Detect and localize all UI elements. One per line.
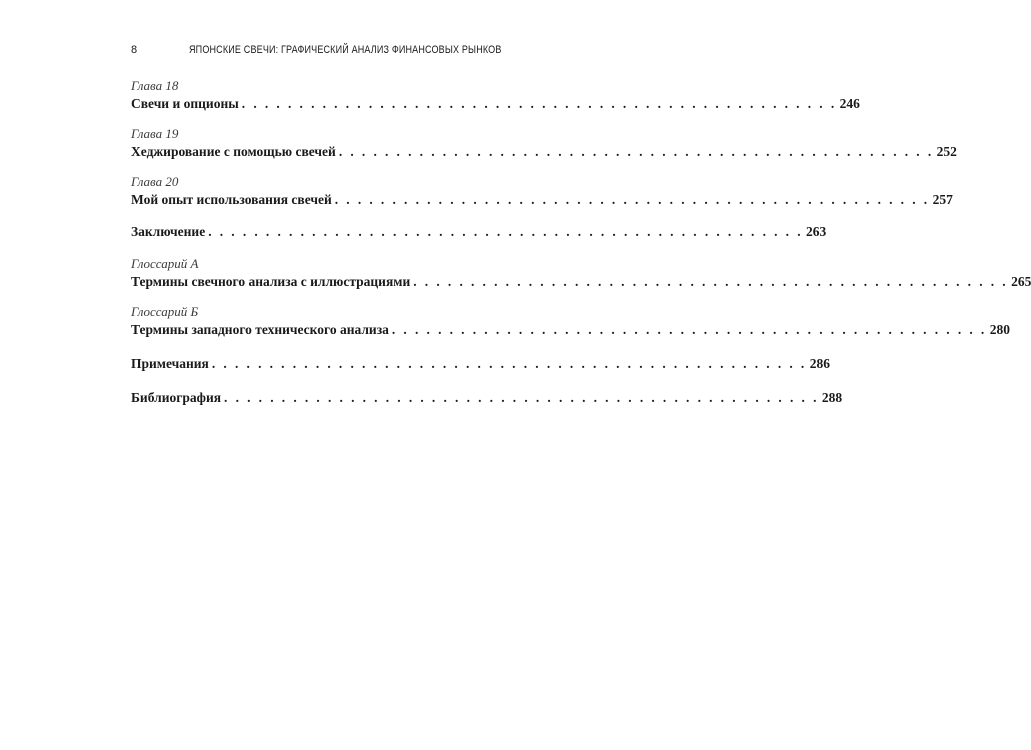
entry-title: Библиография — [131, 390, 222, 405]
toc-entry-glossary-b[interactable] — [131, 304, 1010, 340]
dot-leader: . . . . . . . . . . . . . . . . . . . . . . . . . . . . . . . . . . . . . . . . . . . . . . . . . . . . — [334, 192, 930, 207]
toc-line — [131, 388, 843, 408]
entry-page: 252 — [936, 144, 957, 159]
chapter-label: Глава 19 — [131, 126, 179, 141]
entry-title: Свечи и опционы — [131, 96, 239, 111]
entry-page: 280 — [989, 322, 1010, 337]
entry-page: 288 — [821, 390, 843, 405]
entry-title: Примечания — [131, 356, 209, 371]
toc-line — [131, 320, 1010, 340]
chapter-label: Глава 20 — [131, 174, 179, 189]
entry-page: 265 — [1011, 274, 1031, 289]
dot-leader: . . . . . . . . . . . . . . . . . . . . . . . . . . . . . . . . . . . . . . . . . . . . . . . . . . . . — [413, 274, 1009, 289]
page-number: 8 — [131, 44, 138, 56]
toc-entry-chapter-20[interactable] — [131, 174, 953, 210]
running-head — [131, 44, 502, 60]
entry-page: 246 — [839, 96, 860, 111]
dot-leader: . . . . . . . . . . . . . . . . . . . . . . . . . . . . . . . . . . . . . . . . . . . . . . . . . . . . — [208, 224, 804, 239]
toc-line — [131, 272, 1031, 292]
entry-title: Мой опыт использования свечей — [131, 192, 332, 207]
chapter-label: Глоссарий Б — [131, 304, 199, 319]
table-of-contents — [131, 78, 1031, 408]
dot-leader: . . . . . . . . . . . . . . . . . . . . . . . . . . . . . . . . . . . . . . . . . . . . . . . . . . . . — [338, 144, 934, 159]
chapter-label: Глава 18 — [131, 78, 179, 93]
entry-title: Заключение — [131, 224, 206, 239]
toc-entry-glossary-a[interactable] — [131, 256, 1031, 292]
chapter-label: Глоссарий А — [131, 256, 199, 271]
dot-leader: . . . . . . . . . . . . . . . . . . . . . . . . . . . . . . . . . . . . . . . . . . . . . . . . . . . . — [241, 96, 837, 111]
toc-entry-conclusion[interactable] — [131, 222, 827, 242]
entry-title: Хеджирование с помощью свечей — [131, 144, 336, 159]
entry-page: 286 — [809, 356, 830, 371]
dot-leader: . . . . . . . . . . . . . . . . . . . . . . . . . . . . . . . . . . . . . . . . . . . . . . . . . . . . — [211, 356, 807, 371]
toc-entry-bibliography[interactable] — [131, 388, 843, 408]
entry-title: Термины западного технического анализа — [131, 322, 389, 337]
toc-line — [131, 94, 860, 114]
dot-leader: . . . . . . . . . . . . . . . . . . . . . . . . . . . . . . . . . . . . . . . . . . . . . . . . . . . . — [391, 322, 987, 337]
toc-entry-chapter-18[interactable] — [131, 78, 860, 114]
entry-page: 263 — [806, 224, 827, 239]
entry-page: 257 — [932, 192, 953, 207]
entry-title: Термины свечного анализа с иллюстрациями — [131, 274, 411, 289]
toc-line — [131, 190, 953, 210]
toc-line — [131, 354, 830, 374]
toc-entry-chapter-19[interactable] — [131, 126, 957, 162]
book-title: ЯПОНСКИЕ СВЕЧИ: ГРАФИЧЕСКИЙ АНАЛИЗ ФИНАНСОВЫХ РЫНКОВ — [189, 44, 502, 56]
toc-entry-notes[interactable] — [131, 354, 830, 374]
dot-leader: . . . . . . . . . . . . . . . . . . . . . . . . . . . . . . . . . . . . . . . . . . . . . . . . . . . . — [224, 390, 819, 405]
toc-line — [131, 222, 827, 242]
toc-line — [131, 142, 957, 162]
